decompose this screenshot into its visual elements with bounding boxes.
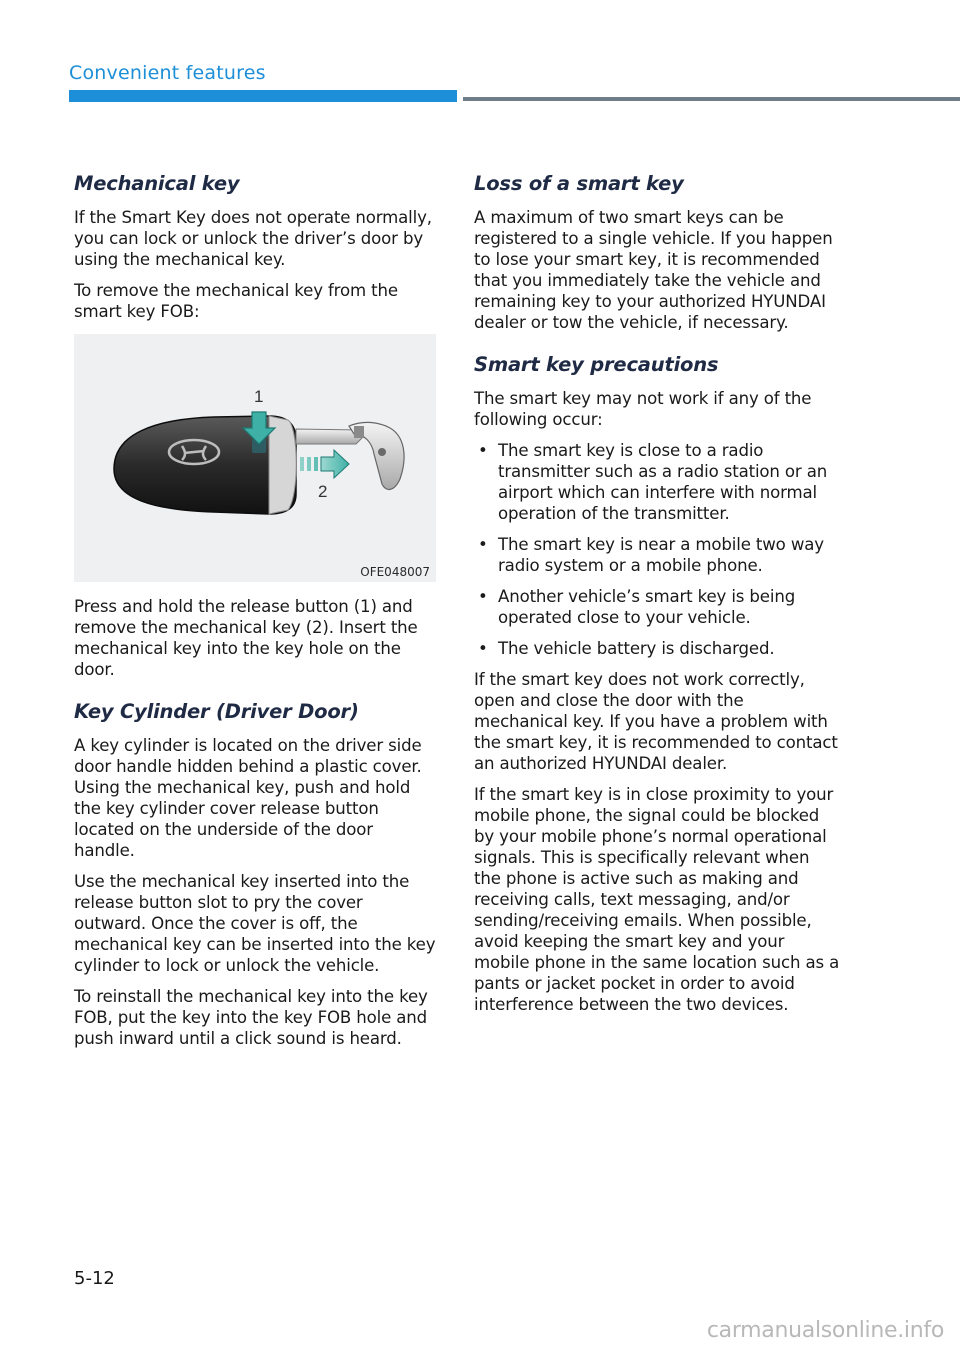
right-column — [474, 172, 840, 1025]
bullet-icon: • — [478, 535, 488, 554]
mechanical-key-paragraph-2: To remove the mechanical key from the smart key FOB: — [74, 281, 398, 321]
smart-key-illustration — [74, 334, 436, 582]
loss-paragraph: A maximum of two smart keys can be registered to a single vehicle. If you happen to lose your smart key, it is recommended that you immediately take the vehicle and remaining key to your authorized HYUNDAI dealer or tow the vehicle, if necessary. — [474, 208, 833, 332]
figure-code: OFE048007 — [360, 565, 430, 579]
header-bar-accent — [69, 90, 457, 102]
bullet-icon: • — [478, 639, 488, 658]
section-title: Convenient features — [69, 62, 266, 84]
bullet-icon: • — [478, 441, 488, 460]
mechanical-key-paragraph-1: If the Smart Key does not operate normally, you can lock or unlock the driver’s door by using the mechanical key. — [74, 208, 432, 269]
heading-smart-key-precautions: Smart key precautions — [474, 353, 719, 376]
precautions-paragraph-2: If the smart key is in close proximity to your mobile phone, the signal could be blocked by your mobile phone’s normal operational signals. This is specifically relevant when the phone is active such as making and receiving calls, text messaging, and/or sending/receiving emails. When possible, avoid keeping the smart key and your mobile phone in the same location such as a pants or jacket pocket in order to avoid interference between the two devices. — [474, 785, 840, 1014]
list-item: • The vehicle battery is discharged. — [478, 639, 775, 658]
heading-mechanical-key: Mechanical key — [74, 172, 240, 195]
list-item: • The smart key is close to a radio transmitter such as a radio station or an airport which can interfere with normal operation of the transmitter. — [478, 441, 828, 523]
precautions-list — [474, 440, 840, 659]
key-cylinder-paragraph-2: Use the mechanical key inserted into the release button slot to pry the cover outward. Once the cover is off, the mechanical key can be inserted into the key cylinder to lock or unlock the vehicle. — [74, 872, 436, 975]
release-instructions: Press and hold the release button (1) and remove the mechanical key (2). Insert the mechanical key into the key hole on the door. — [74, 597, 418, 679]
precautions-intro: The smart key may not work if any of the following occur: — [474, 389, 812, 429]
smart-key-figure — [74, 334, 436, 582]
key-cylinder-paragraph-1: A key cylinder is located on the driver side door handle hidden behind a plastic cover. Using the mechanical key, push and hold the key cylinder cover release button located on the underside of the door handle. — [74, 736, 422, 860]
heading-loss-of-smart-key: Loss of a smart key — [474, 172, 684, 195]
precautions-paragraph-1: If the smart key does not work correctly, open and close the door with the mechanical key. If you have a problem with the smart key, it is recommended to contact an authorized HYUNDAI dealer. — [474, 670, 838, 773]
left-column — [74, 172, 436, 1059]
callout-1: 1 — [254, 387, 264, 406]
key-cylinder-paragraph-3: To reinstall the mechanical key into the key FOB, put the key into the key FOB hole and push inward until a click sound is heard. — [74, 987, 428, 1048]
list-item: • Another vehicle’s smart key is being operated close to your vehicle. — [478, 587, 796, 627]
watermark: carmanualsonline.info — [706, 1318, 944, 1343]
callout-2: 2 — [318, 482, 328, 501]
heading-key-cylinder: Key Cylinder (Driver Door) — [74, 700, 359, 723]
bullet-icon: • — [478, 587, 488, 606]
page-number: 5-12 — [74, 1268, 115, 1289]
mechanical-key — [296, 422, 404, 489]
list-item: • The smart key is near a mobile two way radio system or a mobile phone. — [478, 535, 824, 575]
header-bar-rule — [463, 97, 960, 101]
pull-arrow — [300, 450, 349, 478]
